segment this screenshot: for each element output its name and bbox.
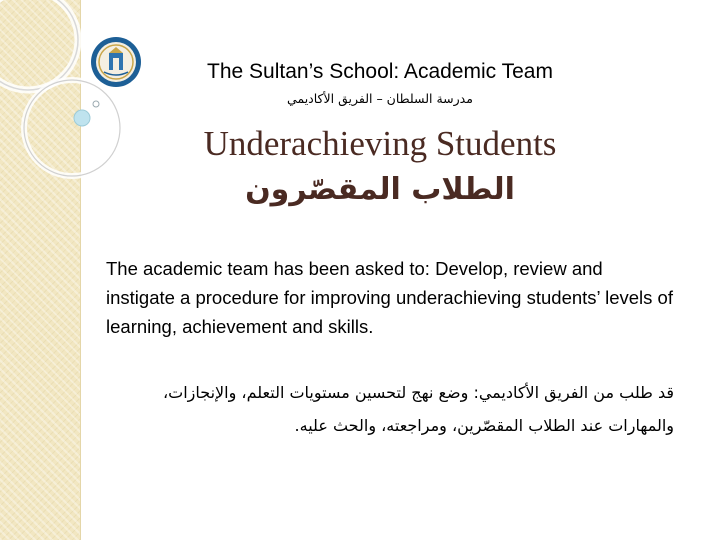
body-text-english: The academic team has been asked to: Develop, review and instigate a procedure for improving underachieving students’ levels of learning, achievement and skills. (106, 258, 673, 337)
slide-title-arabic: الطلاب المقصّرون (245, 172, 515, 207)
school-title-arabic: مدرسة السلطان – الفريق الأكاديمي (287, 91, 473, 106)
body-text-arabic: قد طلب من الفريق الأكاديمي: وضع نهج لتحسين مستويات التعلم، والإنجازات، والمهارات عند الطلاب المقصّرين، ومراجعته، والحث عليه. (162, 383, 674, 435)
slide-title: Underachieving Students (203, 124, 557, 163)
school-title: The Sultan’s School: Academic Team (207, 60, 553, 83)
